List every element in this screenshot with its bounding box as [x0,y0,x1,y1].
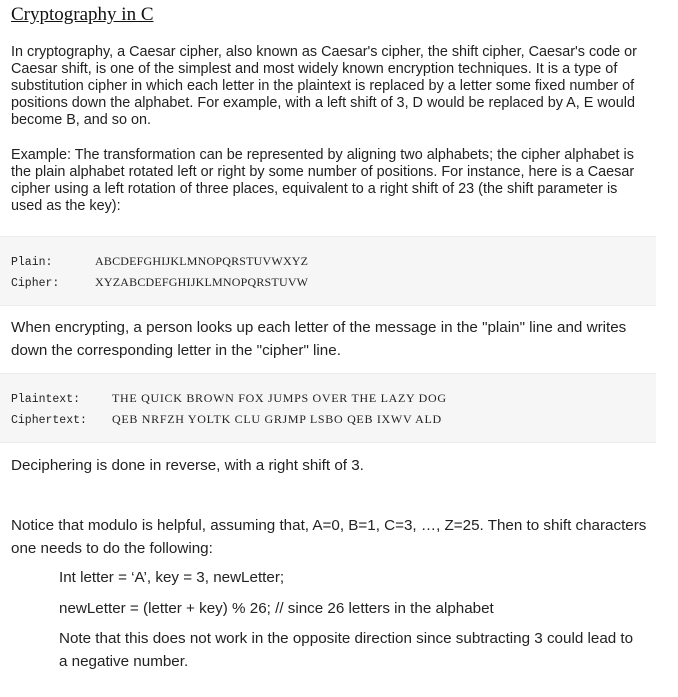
code-line-shift: newLetter = (letter + key) % 26; // since 26 letters in the alphabet [59,600,494,617]
example-paragraph: Example: The transformation can be represented by aligning two alphabets; the cipher alphabet is the plain alphabet rotated left or right by some number of positions. For instance, here is a Caesar cipher using a left rotation of three places, equivalent to a right shift of 23 (the shift parameter is used as the key): [11,147,635,214]
plaintext-row [11,391,447,407]
ciphertext-label: Ciphertext: [11,414,87,427]
plaintext-label: Plaintext: [11,393,81,406]
ciphertext-value: QEB NRFZH YOLTK CLU GRJMP LSBO QEB IXWV ALD [112,412,442,426]
cipher-label: Cipher: [11,277,60,290]
plain-row [11,254,308,270]
alphabet-code-block [0,236,656,306]
encrypting-paragraph: When encrypting, a person looks up each letter of the message in the "plain" line and writes down the corresponding letter in the "cipher" line. [11,319,627,359]
code-line-declaration: Int letter = ‘A’, key = 3, newLetter; [59,569,285,586]
plain-label: Plain: [11,256,53,269]
cipher-row [11,275,308,291]
page-title: Cryptography in C [11,4,154,25]
modulo-paragraph: Notice that modulo is helpful, assuming that, A=0, B=1, C=3, …, Z=25. Then to shift characters one needs to do the following: [11,517,647,557]
cipher-alphabet: XYZABCDEFGHIJKLMNOPQRSTUVW [95,275,309,289]
plain-alphabet: ABCDEFGHIJKLMNOPQRSTUVWXYZ [95,254,309,268]
plaintext-value: THE QUICK BROWN FOX JUMPS OVER THE LAZY DOG [112,391,447,405]
deciphering-paragraph: Deciphering is done in reverse, with a right shift of 3. [11,457,364,474]
caveat-paragraph: Note that this does not work in the opposite direction since subtracting 3 could lead to a negative number. [59,630,634,670]
message-code-block [0,373,656,443]
ciphertext-row [11,412,442,428]
intro-paragraph: In cryptography, a Caesar cipher, also known as Caesar's cipher, the shift cipher, Caesar's code or Caesar shift, is one of the simplest and most widely known encryption techniques. It is a type of substitution cipher in which each letter in the plaintext is replaced by a letter some fixed number of positions down the alphabet. For example, with a left shift of 3, D would be replaced by A, E would become B, and so on. [11,44,637,128]
